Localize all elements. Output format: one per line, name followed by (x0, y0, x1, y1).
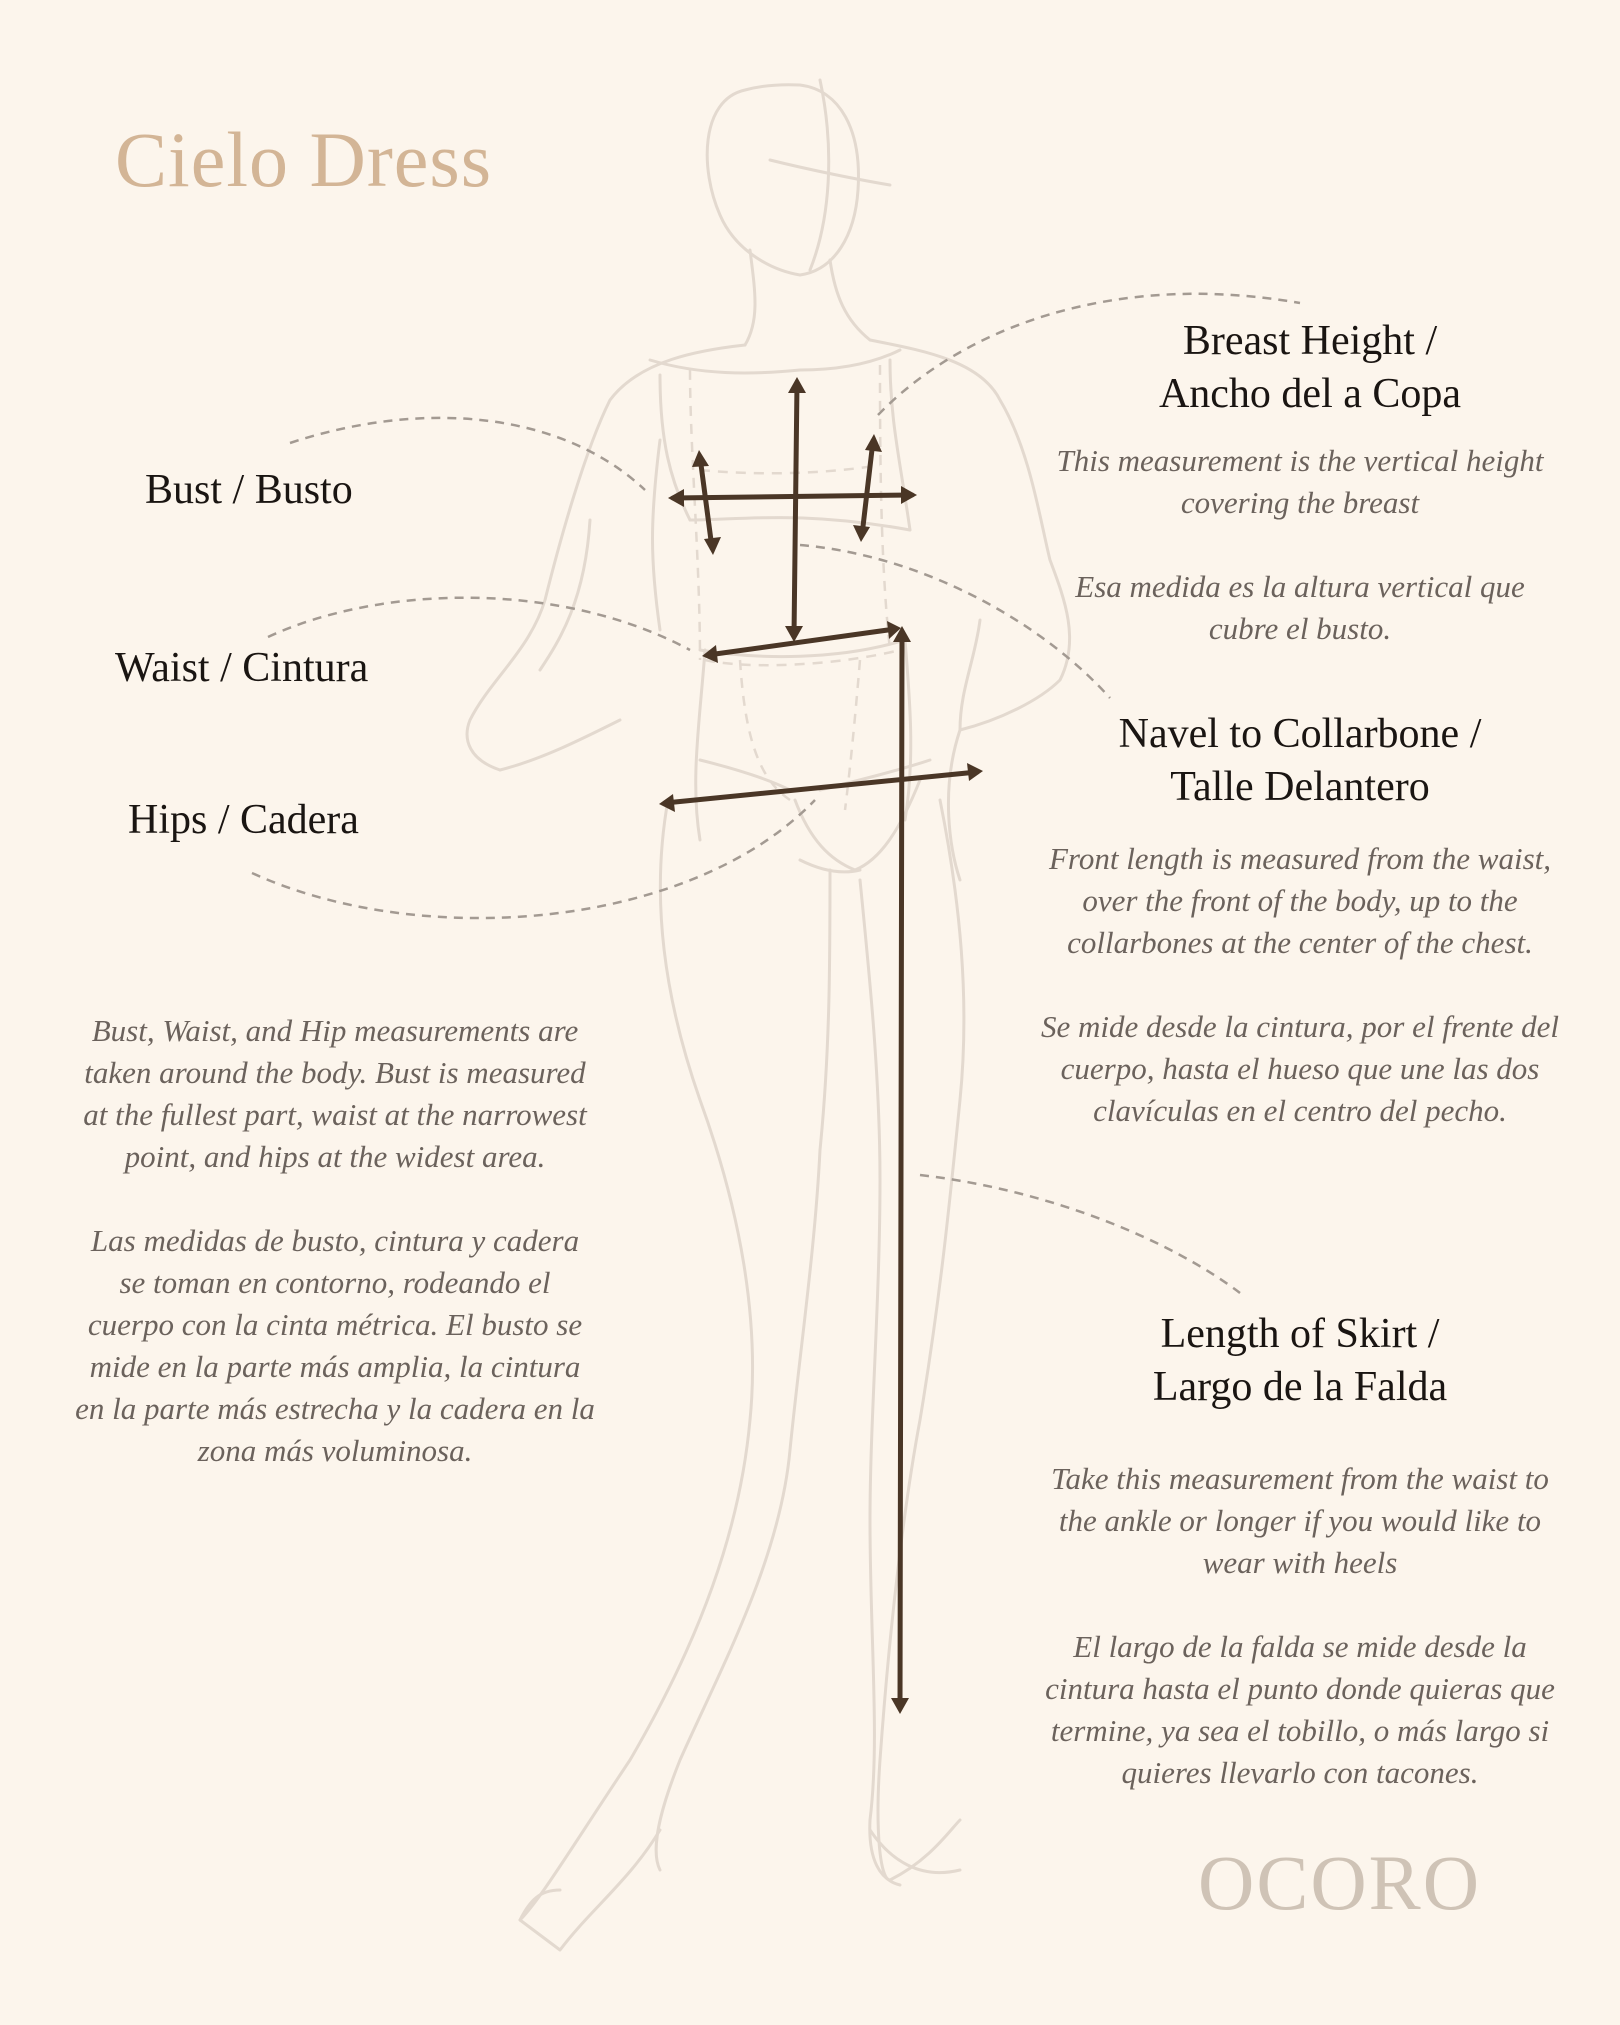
breast-description-en: This measurement is the vertical height covering the breast (1056, 443, 1544, 520)
bust-label: Bust / Busto (145, 467, 353, 513)
breast-height-label-es: Ancho del a Copa (1158, 370, 1462, 417)
waist-label: Waist / Cintura (115, 645, 369, 691)
arrowheads (659, 377, 983, 1714)
breast-description-es: Esa medida es la altura vertical que cubre el busto. (1075, 569, 1525, 646)
navel-label-en: Navel to Collarbone / (1118, 711, 1482, 757)
skirt-description (1040, 1458, 1560, 1794)
navel-description (1040, 838, 1560, 1132)
body-measurements-description (75, 1010, 595, 1472)
skirt-length-label (1080, 1308, 1520, 1413)
measurement-arrows (665, 383, 977, 1708)
skirt-label-es: Largo de la Falda (1152, 1363, 1448, 1410)
brand-logo: OCORO (1198, 1839, 1482, 1926)
navel-collarbone-label (1070, 708, 1530, 813)
breast-height-description (1050, 440, 1550, 650)
body-description-es: Las medidas de busto, cintura y cadera se toman en contorno, rodeando el cuerpo con la cinta métrica. El busto se mide en la parte más amplia, la cintura en la parte más estrecha y la cadera en la zona más voluminosa. (75, 1223, 595, 1468)
navel-description-en: Front length is measured from the waist, over the front of the body, up to the collarbones at the center of the chest. (1048, 841, 1551, 960)
skirt-label-en: Length of Skirt / (1160, 1311, 1440, 1357)
navel-description-es: Se mide desde la cintura, por el frente del cuerpo, hasta el hueso que une las dos clavículas en el centro del pecho. (1041, 1009, 1559, 1128)
breast-height-label-en: Breast Height / (1182, 318, 1438, 364)
navel-label-es: Talle Delantero (1170, 763, 1430, 810)
breast-height-label (1090, 315, 1530, 420)
skirt-description-en: Take this measurement from the waist to the ankle or longer if you would like to wear with heels (1051, 1461, 1549, 1580)
skirt-description-es: El largo de la falda se mide desde la cintura hasta el punto donde quieras que termine, ya sea el tobillo, o más largo si quieres llevarlo con tacones. (1045, 1629, 1555, 1790)
page-title: Cielo Dress (115, 116, 493, 203)
body-description-en: Bust, Waist, and Hip measurements are taken around the body. Bust is measured at the fullest part, waist at the narrowest point, and hips at the widest area. (83, 1013, 587, 1174)
hips-label: Hips / Cadera (128, 797, 359, 843)
